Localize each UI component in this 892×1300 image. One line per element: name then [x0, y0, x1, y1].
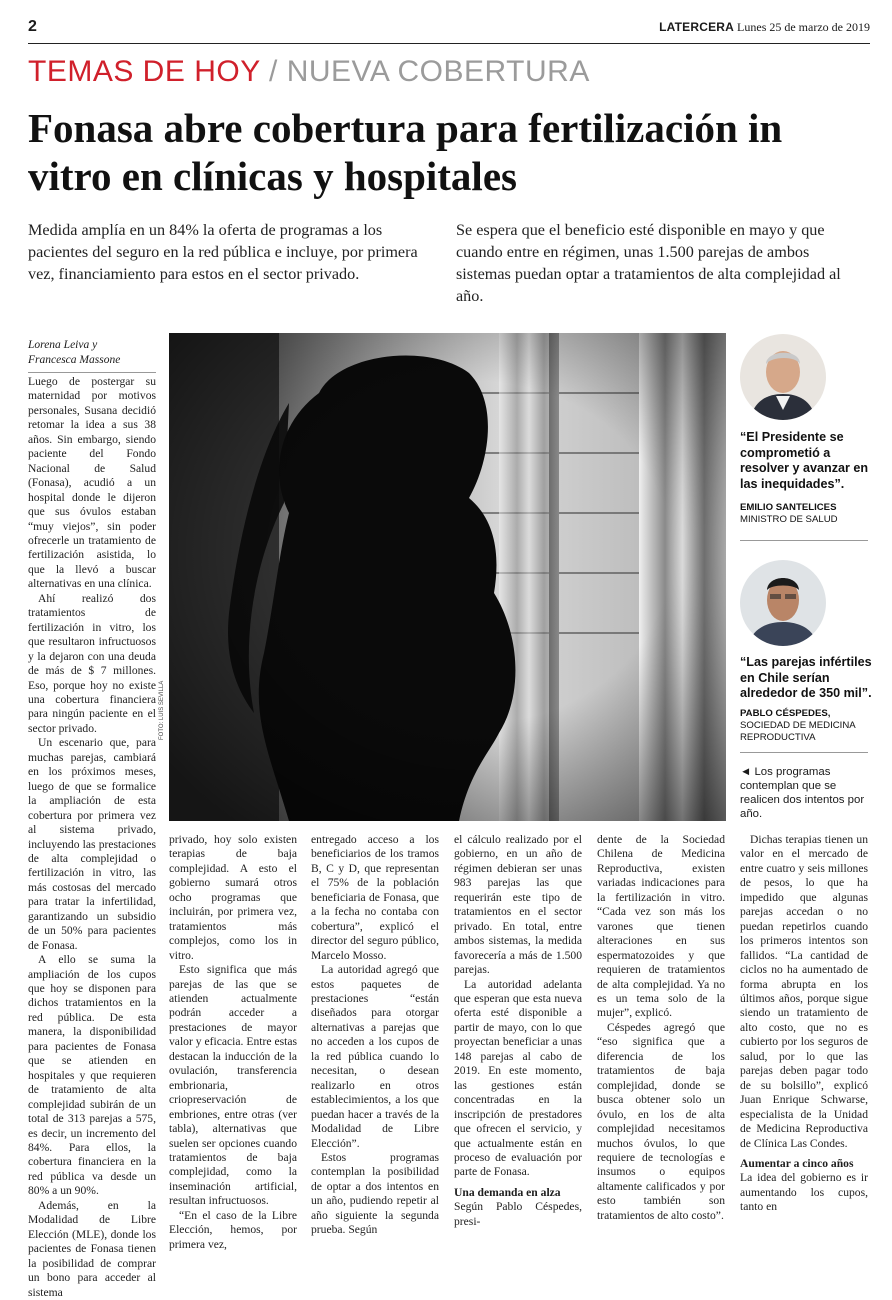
section-sub: NUEVA COBERTURA: [286, 55, 590, 88]
subheading: Aumentar a cinco años: [740, 1156, 854, 1170]
photo-caption: [740, 765, 868, 821]
paragraph: “En el caso de la Libre Elección, hemos, por primera vez,: [169, 1208, 297, 1251]
person-1: [740, 502, 870, 526]
column-2: [169, 833, 297, 1252]
person-2-name: PABLO CÉSPEDES,: [740, 708, 831, 719]
main-photo: [169, 333, 726, 821]
section-main: TEMAS DE HOY: [28, 55, 261, 88]
paragraph: entregado acceso a los beneficiarios de los tramos B, C y D, que representan el 75% de la población beneficiaria de Fonasa, que a la fecha no contaba con cobertura”, explicó el director del seguro público, Marcelo Mosso.: [311, 833, 439, 962]
column-1: [28, 375, 156, 1300]
person-1-name: EMILIO SANTELICES: [740, 502, 837, 513]
paragraph: Estos programas contemplan la posibilidad de optar a dos intentos en un año, pudiendo repetir al año siguiente la segunda prueba. Según: [311, 1150, 439, 1237]
paragraph: dente de la Sociedad Chilena de Medicina Reproductiva, existen variadas indicaciones para la fertilización in vitro. “Cada vez son más los varones que tienen alteraciones en sus espermatozoides y que requieren de tratamientos de alta complejidad. Ya no es un tema solo de la mujer”, explicó.: [597, 833, 725, 1020]
sidebar-separator: [740, 752, 868, 753]
paragraph: privado, hoy solo existen terapias de baja complejidad. A esto el gobierno sumará otros ocho programas que incluirán, por primera vez, tratamientos más complejos, como los in vitro.: [169, 833, 297, 962]
paragraph: Esto significa que más parejas de las que se atienden actualmente podrán acceder a prestaciones de mayor valor y eficacia. Entre estas destacan la inducción de la ovulación, transferencia embrionaria, criopreservación de embriones, entre otras (ver tabla), alternativas que suelen ser opciones cuando tratamientos de baja complejidad, como la inseminación artificial, resultan infructuosos.: [169, 963, 297, 1208]
paragraph: Dichas terapias tienen un valor en el mercado de entre cuatro y seis millones de pesos, lo que ha impedido que algunas parejas accedan o no puedan repetirlos cuando los primeros intentos son fallidos. “La cantidad de ciclos no ha aumentado de forma abrupta en los últimos años, porque sigue siendo un tratamiento de alto costo, que no es cubierto por los seguros de salud, por lo que las parejas deben pagar todo de su bolsillo”, explicó Juan Enrique Schwarse, especialista de la Unidad de Medicina Reproductiva de Clínica Las Condes.: [740, 833, 868, 1150]
paragraph: Luego de postergar su maternidad por motivos personales, Susana decidió retomar la idea a sus 38 años. Sin embargo, siendo paciente del Fondo Nacional de Salud (Fonasa), acudió a un hospital donde le dijeron que sus óvulos estaban “muy viejos”, sin poder ofrecerle un tratamiento de fertilización asistida, lo que la llevó a buscar alternativas en una clínica.: [28, 375, 156, 591]
paragraph: La idea del gobierno es ir aumentando los cupos, tanto en: [740, 1171, 868, 1214]
section-divider: /: [269, 55, 278, 88]
person-1-role: MINISTRO DE SALUD: [740, 514, 838, 525]
issue-date: Lunes 25 de marzo de 2019: [737, 20, 870, 34]
caption-arrow-icon: ◄: [740, 766, 752, 778]
header-rule: [28, 43, 870, 44]
column-6: [740, 833, 868, 1215]
column-3: [311, 833, 439, 1238]
byline-author-1: Lorena Leiva y: [28, 339, 98, 351]
portrait-1-image: [740, 334, 826, 420]
person-2: [740, 708, 870, 744]
paragraph: Céspedes agregó que “eso significa que a diferencia de los tratamientos de baja complejidad, donde se busca obtener solo un óvulo, en los de alta complejidad necesitamos muchos óvulos, lo que requiere de tecnologías e insumos o equipos altamente calificados y por esto también son tratamientos de alto costo”.: [597, 1020, 725, 1222]
silhouette-photo-image: [169, 333, 726, 821]
byline-author-2: Francesca Massone: [28, 354, 121, 366]
column-4: [454, 833, 582, 1229]
paragraph: La autoridad agregó que estos paquetes de prestaciones “están diseñados para otorgar alternativas a parejas que no acceden a los cupos de la red pública cuando lo necesitan, o desean realizarlo en otros establecimientos, a los que puedan hacer a través de la Modalidad de Libre Elección”.: [311, 963, 439, 1150]
subheading: Una demanda en alza: [454, 1185, 561, 1199]
paragraph: el cálculo realizado por el gobierno, en un año de régimen debieran ser unas 983 parejas las que requerirán este tipo de tratamientos en el sector privado. En total, entre ambos sistemas, la medida favorecería a más de 1.500 parejas.: [454, 833, 582, 977]
brand-name: LATERCERA: [659, 20, 735, 34]
paragraph: Según Pablo Céspedes, presi-: [454, 1200, 582, 1228]
deck-left: Medida amplía en un 84% la oferta de programas a los pacientes del seguro en la red pública e incluye, por primera vez, financiamiento para estos en el sector privado.: [28, 221, 418, 283]
headline: Fonasa abre cobertura para fertilización in vitro en clínicas y hospitales: [28, 105, 783, 199]
caption-text: Los programas contemplan que se realicen dos intentos por año.: [740, 766, 865, 820]
section-label: [28, 55, 590, 89]
deck-right: Se espera que el beneficio esté disponible en mayo y que cuando entre en régimen, unas 1.500 parejas de ambos sistemas puedan optar a tratamientos de alta complejidad al año.: [456, 221, 841, 305]
portrait-2-image: [740, 560, 826, 646]
portrait-emilio-santelices: [740, 334, 826, 420]
portrait-pablo-cespedes: [740, 560, 826, 646]
paragraph: A ello se suma la ampliación de los cupos que hoy se disponen para dichos tratamientos en la red pública. De esta manera, la disponibilidad para pacientes de Fonasa que se atienden en hospitales y que requieren de tratamiento de alta complejidad subirán de un total de 313 parejas a 575, es decir, un incremento del 84%. Para ellos, la cobertura financiera en la red pública va desde un 80% a un 90%.: [28, 953, 156, 1198]
person-2-role: SOCIEDAD DE MEDICINA REPRODUCTIVA: [740, 720, 856, 743]
paragraph: Ahí realizó dos tratamientos de fertilización in vitro, los que resultaron infructuosos y la dejaron con una deuda de más de $ 7 millones. Eso, porque hoy no existe una cobertura financiera para ningún paciente en el sector privado.: [28, 591, 156, 735]
sidebar-separator: [740, 540, 868, 541]
page-number: 2: [28, 18, 37, 35]
column-5: [597, 833, 725, 1223]
paragraph: Además, en la Modalidad de Libre Elección (MLE), donde los pacientes de Fonasa tienen la posibilidad de comprar un bono para acceder al sistema: [28, 1198, 156, 1299]
byline: [28, 338, 156, 373]
quote-2: “Las parejas infértiles en Chile serían alrededor de 350 mil”.: [740, 655, 872, 700]
paragraph: Un escenario que, para muchas parejas, cambiará en los próximos meses, luego de que se formalice la ampliación de esta cobertura por primera vez al sistema privado, incluyendo las prestaciones de alta complejidad o fertilización in vitro, las más costosas del mercado para tratar la infertilidad, garantizando un subsidio de un 50% para pacientes de Fonasa.: [28, 736, 156, 952]
quote-1: “El Presidente se comprometió a resolver y avanzar en las inequidades”.: [740, 430, 869, 491]
masthead: [659, 20, 870, 35]
photo-credit: FOTO: LUIS SEVILLA: [159, 680, 165, 740]
paragraph: La autoridad adelanta que esperan que esta nueva oferta esté disponible a partir de mayo, con lo que proyectan beneficiar a unas 148 parejas al cabo de 2019. En este momento, las gestiones están concentradas en la inscripción de prestadores que ofrecen el servicio, y que actualmente están en proceso de evaluación por parte de Fonasa.: [454, 977, 582, 1179]
